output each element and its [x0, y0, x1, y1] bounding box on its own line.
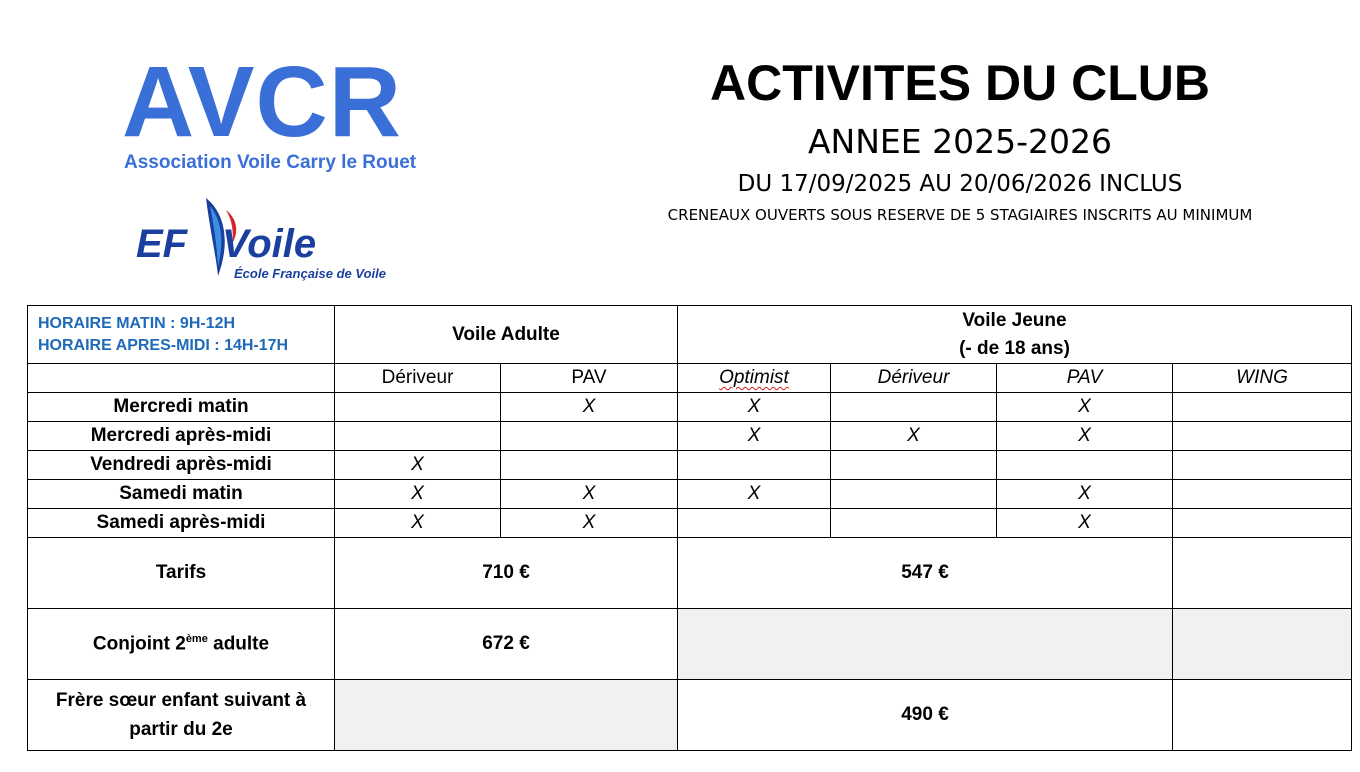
- table-cell: [1173, 480, 1352, 509]
- conjoint-adult-price: 672 €: [335, 609, 678, 680]
- table-cell: [1173, 393, 1352, 422]
- row-label: Samedi après-midi: [28, 509, 335, 538]
- efvoile-logo-voile: Voile: [222, 222, 317, 266]
- table-cell: [1173, 451, 1352, 480]
- conjoint-youth-cell: [678, 609, 1173, 680]
- table-cell: X: [678, 480, 831, 509]
- table-cell: [501, 451, 678, 480]
- row-label: Samedi matin: [28, 480, 335, 509]
- avcr-logo: [122, 46, 452, 182]
- conjoint-wing-cell: [1173, 609, 1352, 680]
- sibling-label: [28, 680, 335, 751]
- date-range: DU 17/09/2025 AU 20/06/2026 INCLUS: [737, 171, 1183, 197]
- table-cell: [678, 509, 831, 538]
- tarifs-adult-price: 710 €: [335, 538, 678, 609]
- column-header-empty: [28, 364, 335, 393]
- table-row: [28, 451, 1352, 480]
- activities-table: [27, 305, 1352, 751]
- sibling-label-text: Frère sœur enfant suivant à partir du 2e: [55, 690, 307, 740]
- table-cell: X: [501, 393, 678, 422]
- tarifs-label: Tarifs: [28, 538, 335, 609]
- table-cell: X: [335, 451, 501, 480]
- column-header: PAV: [997, 364, 1173, 393]
- avcr-logo-text: AVCR: [122, 46, 402, 158]
- column-header: Dériveur: [335, 364, 501, 393]
- table-cell: X: [678, 393, 831, 422]
- table-cell: X: [997, 393, 1173, 422]
- efvoile-logo: [136, 196, 386, 286]
- table-cell: X: [997, 509, 1173, 538]
- table-cell: [335, 393, 501, 422]
- column-header: [678, 364, 831, 393]
- row-label: Vendredi après-midi: [28, 451, 335, 480]
- table-cell: [678, 451, 831, 480]
- table-cell: [831, 480, 997, 509]
- table-cell: [997, 451, 1173, 480]
- table-row: [28, 393, 1352, 422]
- table-row: [28, 422, 1352, 451]
- sibling-row: [28, 680, 1352, 751]
- table-cell: [831, 393, 997, 422]
- table-cell: X: [997, 422, 1173, 451]
- sibling-adult-cell: [335, 680, 678, 751]
- table-cell: X: [335, 480, 501, 509]
- tarifs-wing-cell: [1173, 538, 1352, 609]
- table-cell: X: [831, 422, 997, 451]
- group-youth-header: [678, 306, 1352, 364]
- avcr-logo-subtitle: Association Voile Carry le Rouet: [124, 152, 417, 173]
- table-cell: [501, 422, 678, 451]
- table-cell: X: [335, 509, 501, 538]
- minimum-note: CRENEAUX OUVERTS SOUS RESERVE DE 5 STAGIAIRES INSCRITS AU MINIMUM: [667, 206, 1253, 224]
- hours-morning: HORAIRE MATIN : 9H-12H: [38, 314, 236, 332]
- tarifs-youth-price: 547 €: [678, 538, 1173, 609]
- table-row: [28, 509, 1352, 538]
- table-cell: [831, 509, 997, 538]
- column-header: Dériveur: [831, 364, 997, 393]
- table-cell: [1173, 422, 1352, 451]
- efvoile-logo-ef: EF: [136, 222, 188, 266]
- table-cell: X: [501, 480, 678, 509]
- table-row: [28, 480, 1352, 509]
- conjoint-label-pre: Conjoint 2: [92, 633, 186, 655]
- group-adult-header: Voile Adulte: [335, 306, 678, 364]
- sibling-youth-price: 490 €: [678, 680, 1173, 751]
- conjoint-row: [28, 609, 1352, 680]
- sibling-wing-cell: [1173, 680, 1352, 751]
- group-youth-title: Voile Jeune: [962, 309, 1067, 331]
- column-header-text: Optimist: [719, 367, 789, 388]
- hours-afternoon: HORAIRE APRES-MIDI : 14H-17H: [38, 336, 289, 354]
- column-header: PAV: [501, 364, 678, 393]
- conjoint-label: [28, 609, 335, 680]
- column-header: WING: [1173, 364, 1352, 393]
- row-label: Mercredi matin: [28, 393, 335, 422]
- group-youth-age: (- de 18 ans): [959, 337, 1070, 359]
- efvoile-logo-subtitle: École Française de Voile: [234, 266, 386, 281]
- table-cell: [831, 451, 997, 480]
- row-label: Mercredi après-midi: [28, 422, 335, 451]
- tarifs-row: [28, 538, 1352, 609]
- table-cell: [335, 422, 501, 451]
- page-title: ACTIVITES DU CLUB: [710, 55, 1210, 111]
- table-cell: [1173, 509, 1352, 538]
- table-cell: X: [678, 422, 831, 451]
- conjoint-label-sup: ème: [185, 632, 208, 645]
- hours-cell: [28, 306, 335, 364]
- table-cell: X: [501, 509, 678, 538]
- table-cell: X: [997, 480, 1173, 509]
- conjoint-label-post: adulte: [207, 633, 270, 655]
- page-subtitle: ANNEE 2025-2026: [807, 122, 1112, 161]
